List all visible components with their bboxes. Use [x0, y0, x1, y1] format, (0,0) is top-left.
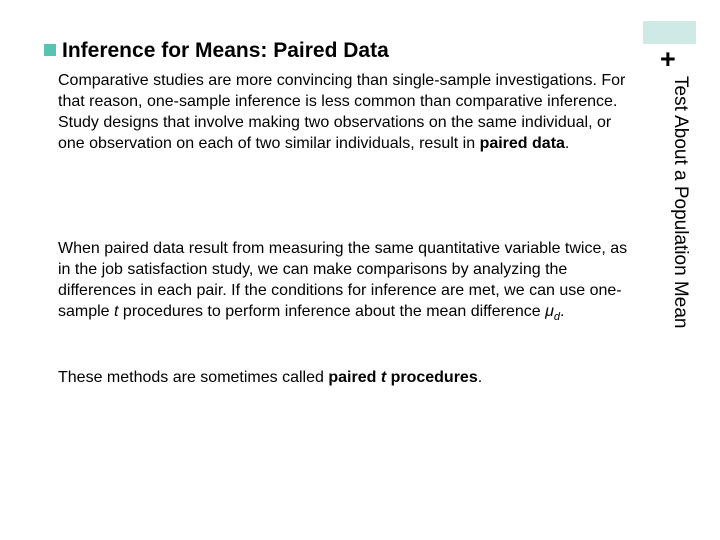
mu-subscript: d	[553, 311, 560, 324]
paragraph-intro-end: .	[564, 135, 570, 152]
paragraph-analysis-text2: procedures to perform inference about the mean difference	[118, 303, 546, 320]
mu-symbol: μ	[545, 303, 554, 320]
heading-text: Inference for Means: Paired Data	[62, 39, 389, 62]
paragraph-paired-analysis	[58, 238, 638, 328]
term-t: t	[380, 369, 387, 386]
t-symbol: t	[114, 303, 119, 320]
paragraph-methods-text: These methods are sometimes called	[58, 369, 329, 386]
paragraph-methods-end: .	[477, 369, 483, 386]
paragraph-intro	[58, 70, 638, 154]
paragraph-methods	[58, 367, 638, 388]
term-procedures: procedures	[386, 369, 478, 386]
slide-heading	[44, 38, 389, 64]
paragraph-analysis-end: .	[560, 303, 565, 320]
paragraph-analysis-text: When paired data result from measuring the same quantitative variable twice, as in the job satisfaction study, we can make comparisons by analyzing the differences in each pair. If the conditions for inference are met, we can use one-sample	[58, 240, 628, 320]
term-paired-data: paired data	[479, 135, 565, 152]
corner-accent-block	[643, 21, 696, 44]
plus-mark: +	[660, 44, 676, 74]
paragraph-intro-text: Comparative studies are more convincing than single-sample investigations. For that reason, one-sample inference is less common than comparative inference. Study designs that involve making two observations on the same individual, or one observation on each of two similar individuals, result in	[58, 72, 626, 152]
term-paired: paired	[328, 369, 381, 386]
square-bullet-icon	[44, 44, 56, 56]
side-title: Test About a Population Mean	[670, 76, 691, 329]
